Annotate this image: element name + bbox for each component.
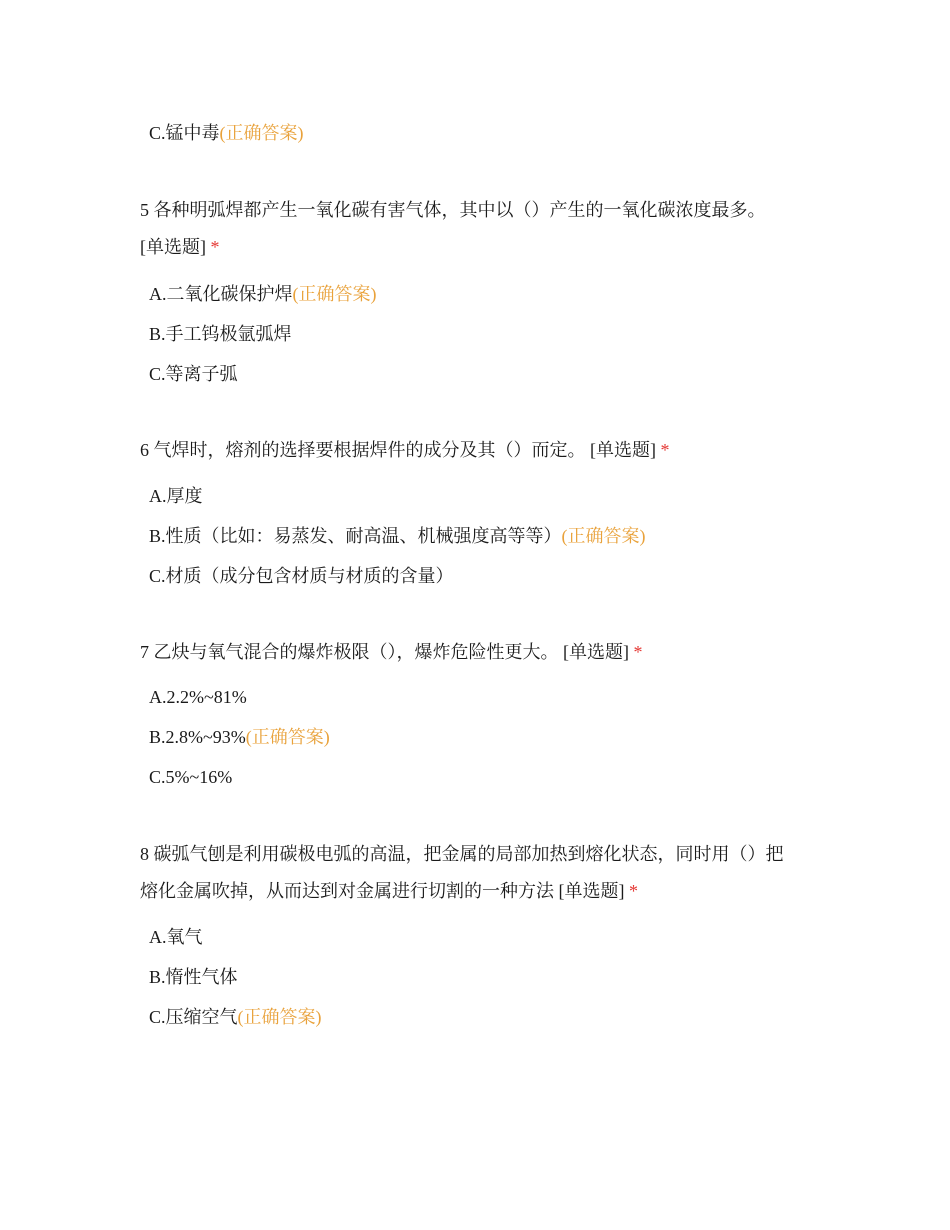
q5-option-c [149, 362, 238, 386]
q5-option-c-text: C.等离子弧 [149, 364, 238, 384]
q7-question-line1 [140, 640, 643, 664]
required-mark: * [629, 881, 638, 901]
q5-question-text-1: 5 各种明弧焊都产生一氧化碳有害气体，其中以（）产生的一氧化碳浓度最多。 [140, 200, 766, 220]
correct-answer-mark: (正确答案) [561, 526, 646, 546]
q8-question-line2 [140, 879, 638, 903]
q6-question-line1 [140, 438, 670, 462]
correct-answer-mark: (正确答案) [245, 727, 330, 747]
q7-question-text-1: 7 乙炔与氧气混合的爆炸极限（），爆炸危险性更大。 [单选题] [140, 642, 629, 662]
correct-answer-mark: (正确答案) [219, 123, 304, 143]
q6-question-text-1: 6 气焊时，熔剂的选择要根据焊件的成分及其（）而定。 [单选题] [140, 440, 656, 460]
q5-option-a-text: A.二氧化碳保护焊 [149, 284, 293, 304]
q8-question-text-2: 熔化金属吹掉，从而达到对金属进行切割的一种方法 [单选题] [140, 881, 625, 901]
q8-option-b [149, 965, 238, 989]
q8-option-a-text: A.氧气 [149, 927, 203, 947]
q7-option-a [149, 685, 247, 709]
q4-option-c-text: C.锰中毒 [149, 123, 220, 143]
correct-answer-mark: (正确答案) [237, 1007, 322, 1027]
correct-answer-mark: (正确答案) [292, 284, 377, 304]
required-mark: * [633, 642, 643, 662]
q5-option-a [149, 282, 377, 306]
q7-option-b-text: B.2.8%~93% [149, 727, 246, 747]
q7-option-c [149, 765, 232, 789]
q8-question-line1 [140, 842, 784, 866]
q5-option-b-text: B.手工钨极氩弧焊 [149, 324, 292, 344]
required-mark: * [660, 440, 670, 460]
q8-question-text-1: 8 碳弧气刨是利用碳极电弧的高温，把金属的局部加热到熔化状态，同时用（）把 [140, 844, 784, 864]
q6-option-b [149, 524, 646, 548]
q8-option-b-text: B.惰性气体 [149, 967, 238, 987]
q5-question-text-2: [单选题] [140, 237, 206, 257]
q5-question-line2 [140, 235, 220, 259]
q4-option-c [149, 121, 304, 145]
q7-option-a-text: A.2.2%~81% [149, 687, 247, 707]
q6-option-a-text: A.厚度 [149, 486, 203, 506]
q8-option-c [149, 1005, 322, 1029]
q6-option-c-text: C.材质（成分包含材质与材质的含量） [149, 566, 454, 586]
q5-option-b [149, 322, 292, 346]
q6-option-b-text: B.性质（比如：易蒸发、耐高温、机械强度高等等） [149, 526, 562, 546]
q6-option-c [149, 564, 454, 588]
q7-option-c-text: C.5%~16% [149, 767, 233, 787]
q8-option-a [149, 925, 203, 949]
q6-option-a [149, 484, 203, 508]
q8-option-c-text: C.压缩空气 [149, 1007, 238, 1027]
q7-option-b [149, 725, 330, 749]
required-mark: * [210, 237, 220, 257]
q5-question-line1 [140, 198, 766, 222]
